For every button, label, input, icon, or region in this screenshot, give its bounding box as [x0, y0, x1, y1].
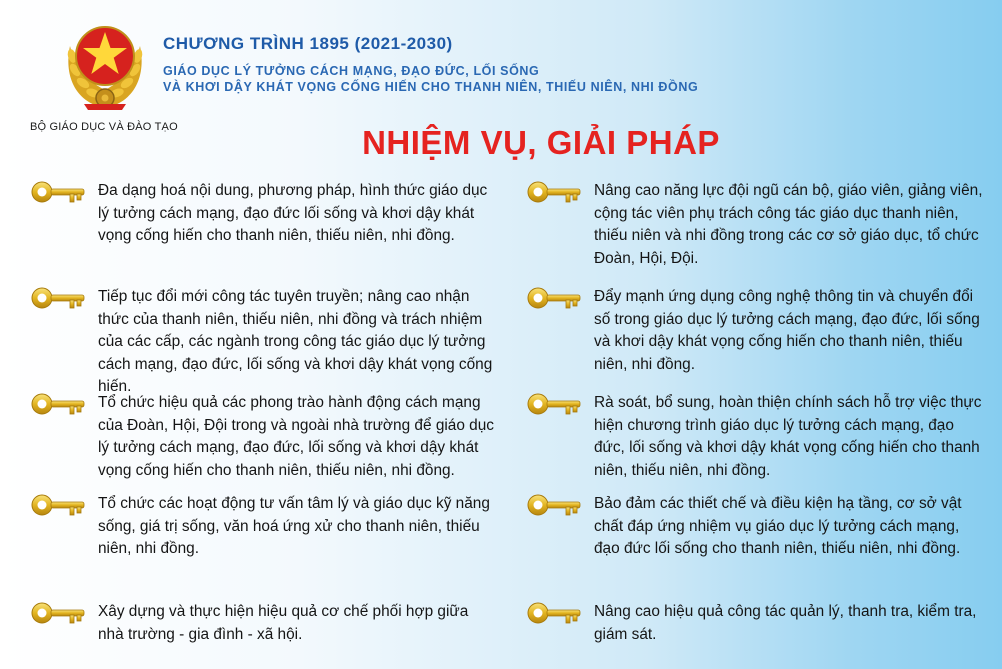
list-item-text: Đa dạng hoá nội dung, phương pháp, hình thức giáo dục lý tưởng cách mạng, đạo đức lối sống và khơi dậy khát vọng cống hiến cho thanh niên, thiếu niên, nhi đồng.	[98, 182, 488, 244]
list-item-text: Rà soát, bổ sung, hoàn thiện chính sách hỗ trợ việc thực hiện chương trình giáo dục lý tưởng cách mạng, đạo đức, lối sống và khơi dậy khát vọng cống hiến cho thanh niên, thiếu niên, nhi đồng.	[594, 394, 982, 479]
golden-key-icon	[526, 493, 582, 519]
program-title: CHƯƠNG TRÌNH 1895 (2021-2030)	[163, 34, 453, 53]
golden-key-icon	[526, 601, 582, 627]
golden-key-icon	[30, 493, 86, 519]
list-item-text: Tổ chức các hoạt động tư vấn tâm lý và giáo dục kỹ năng sống, giá trị sống, văn hoá ứng xử cho thanh niên, thiếu niên, nhi đồng.	[98, 495, 490, 557]
list-item-text: Nâng cao năng lực đội ngũ cán bộ, giáo viên, giảng viên, cộng tác viên phụ trách công tác giáo dục thanh niên, thiếu niên và nhi đồng trong các cơ sở giáo dục, tổ chức Đoàn, Hội, Đội.	[594, 182, 983, 267]
program-subtitle-line1: GIÁO DỤC LÝ TƯỞNG CÁCH MẠNG, ĐẠO ĐỨC, LỐI SỐNG	[163, 64, 540, 78]
list-item-text: Tổ chức hiệu quả các phong trào hành động cách mạng của Đoàn, Hội, Đội trong và ngoài nhà trường để giáo dục lý tưởng cách mạng, đạo đức, lối sống và khơi dậy khát vọng cống hiến cho thanh niên, thiếu niên, nhi đồng.	[98, 394, 495, 479]
list-item-text: Xây dựng và thực hiện hiệu quả cơ chế phối hợp giữa nhà trường - gia đình - xã hội.	[98, 603, 469, 643]
golden-key-icon	[30, 392, 86, 418]
page-title: NHIỆM VỤ, GIẢI PHÁP	[362, 124, 720, 161]
golden-key-icon	[30, 601, 86, 627]
national-emblem-icon	[62, 12, 148, 112]
golden-key-icon	[30, 180, 86, 206]
golden-key-icon	[526, 392, 582, 418]
list-item-text: Bảo đảm các thiết chế và điều kiện hạ tầng, cơ sở vật chất đáp ứng nhiệm vụ giáo dục lý tưởng cách mạng, đạo đức lối sống cho thanh niên, thiếu niên, nhi đồng.	[594, 495, 962, 557]
golden-key-icon	[30, 286, 86, 312]
list-item-text: Tiếp tục đổi mới công tác tuyên truyền; nâng cao nhận thức của thanh niên, thiếu niên, nhi đồng và trách nhiệm của các cấp, các ngành trong công tác giáo dục lý tưởng cách mạng, đạo đức, lối sống và khơi dậy khát vọng cống hiến.	[98, 288, 493, 395]
golden-key-icon	[526, 180, 582, 206]
list-item-text: Đẩy mạnh ứng dụng công nghệ thông tin và chuyển đổi số trong giáo dục lý tưởng cách mạng, đạo đức, lối sống và khơi dậy khát vọng cống hiến cho thanh niên, thiếu niên, nhi đồng.	[594, 288, 980, 373]
ministry-name: BỘ GIÁO DỤC VÀ ĐÀO TẠO	[30, 121, 178, 133]
golden-key-icon	[526, 286, 582, 312]
program-subtitle-line2: VÀ KHƠI DẬY KHÁT VỌNG CỐNG HIẾN CHO THANH NIÊN, THIẾU NIÊN, NHI ĐỒNG	[163, 80, 699, 94]
list-item-text: Nâng cao hiệu quả công tác quản lý, thanh tra, kiểm tra, giám sát.	[594, 603, 977, 643]
